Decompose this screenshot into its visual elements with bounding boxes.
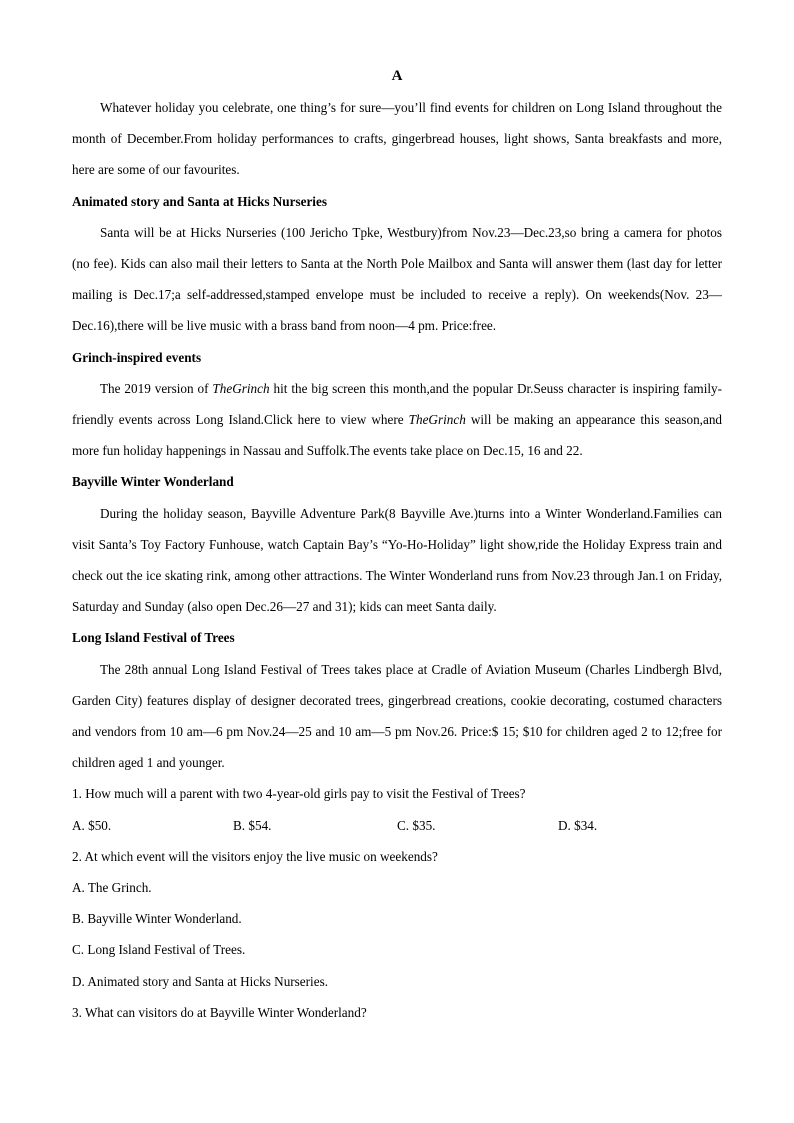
grinch-text-a: The 2019 version of [100, 380, 213, 396]
question-2-stem: 2. At which event will the visitors enjoy the live music on weekends? [72, 848, 438, 864]
question-2-option-b[interactable]: B. Bayville Winter Wonderland. [72, 911, 242, 927]
question-1-option-b[interactable]: B. $54. [233, 817, 272, 833]
question-1-stem: 1. How much will a parent with two 4-year-old girls pay to visit the Festival of Trees? [72, 786, 526, 802]
section-heading-grinch: Grinch-inspired events [72, 349, 202, 365]
section-body-festival: The 28th annual Long Island Festival of Trees takes place at Cradle of Aviation Museum (Charles Lindbergh Blvd, Garden City) features display of designer decorated trees, gingerbread creations, cookie decorating, costumed characters and vendors from 10 am—6 pm Nov.24—25 and 10 am—5 pm Nov.26. Price:$ 15; $10 for children aged 2 to 12;free for children aged 1 and younger. [72, 661, 722, 771]
grinch-title-italic-1: TheGrinch [212, 380, 270, 396]
passage-title: A [391, 68, 403, 84]
question-1-option-c[interactable]: C. $35. [397, 817, 436, 833]
question-2-option-c[interactable]: C. Long Island Festival of Trees. [72, 942, 246, 958]
document-page [72, 60, 722, 1028]
question-2-option-a[interactable]: A. The Grinch. [72, 880, 152, 896]
grinch-title-italic-2: TheGrinch [408, 412, 466, 428]
section-body-hicks: Santa will be at Hicks Nurseries (100 Jericho Tpke, Westbury)from Nov.23—Dec.23,so bring a camera for photos (no fee). Kids can also mail their letters to Santa at the North Pole Mailbox and Santa will answer them (last day for letter mailing is Dec.17;a self-addressed,stamped envelope must be included to receive a reply). On weekends(Nov. 23—Dec.16),there will be live music with a brass band from noon—4 pm. Price:free. [72, 224, 722, 334]
section-body-grinch [72, 373, 722, 467]
intro-paragraph: Whatever holiday you celebrate, one thing’s for sure—you’ll find events for children on Long Island throughout the month of December.From holiday performances to crafts, gingerbread houses, light shows, Santa breakfasts and more, here are some of our favourites. [72, 100, 722, 178]
question-3-stem: 3. What can visitors do at Bayville Winter Wonderland? [72, 1004, 367, 1020]
question-1-option-d[interactable]: D. $34. [558, 817, 598, 833]
section-heading-festival: Long Island Festival of Trees [72, 630, 235, 646]
section-body-bayville: During the holiday season, Bayville Adventure Park(8 Bayville Ave.)turns into a Winter Wonderland.Families can visit Santa’s Toy Factory Funhouse, watch Captain Bay’s “Yo-Ho-Holiday” light show,ride the Holiday Express train and check out the ice skating rink, among other attractions. The Winter Wonderland runs from Nov.23 through Jan.1 on Friday, Saturday and Sunday (also open Dec.26—27 and 31); kids can meet Santa daily. [72, 505, 722, 615]
question-1-option-a[interactable]: A. $50. [72, 817, 112, 833]
question-1-options [72, 810, 722, 841]
grinch-text-c: will be making an appearance this season,and more fun holiday happenings in Nassau and Suffolk.The events take place on Dec.15, 16 and 22. [72, 412, 723, 459]
section-heading-bayville: Bayville Winter Wonderland [72, 474, 234, 490]
grinch-text-b: hit the big screen this month,and the popular Dr.Seuss character is inspiring family-friendly events across Long Island.Click here to view where [72, 380, 723, 428]
question-2-option-d[interactable]: D. Animated story and Santa at Hicks Nurseries. [72, 973, 329, 989]
section-heading-hicks: Animated story and Santa at Hicks Nurseries [72, 193, 327, 209]
